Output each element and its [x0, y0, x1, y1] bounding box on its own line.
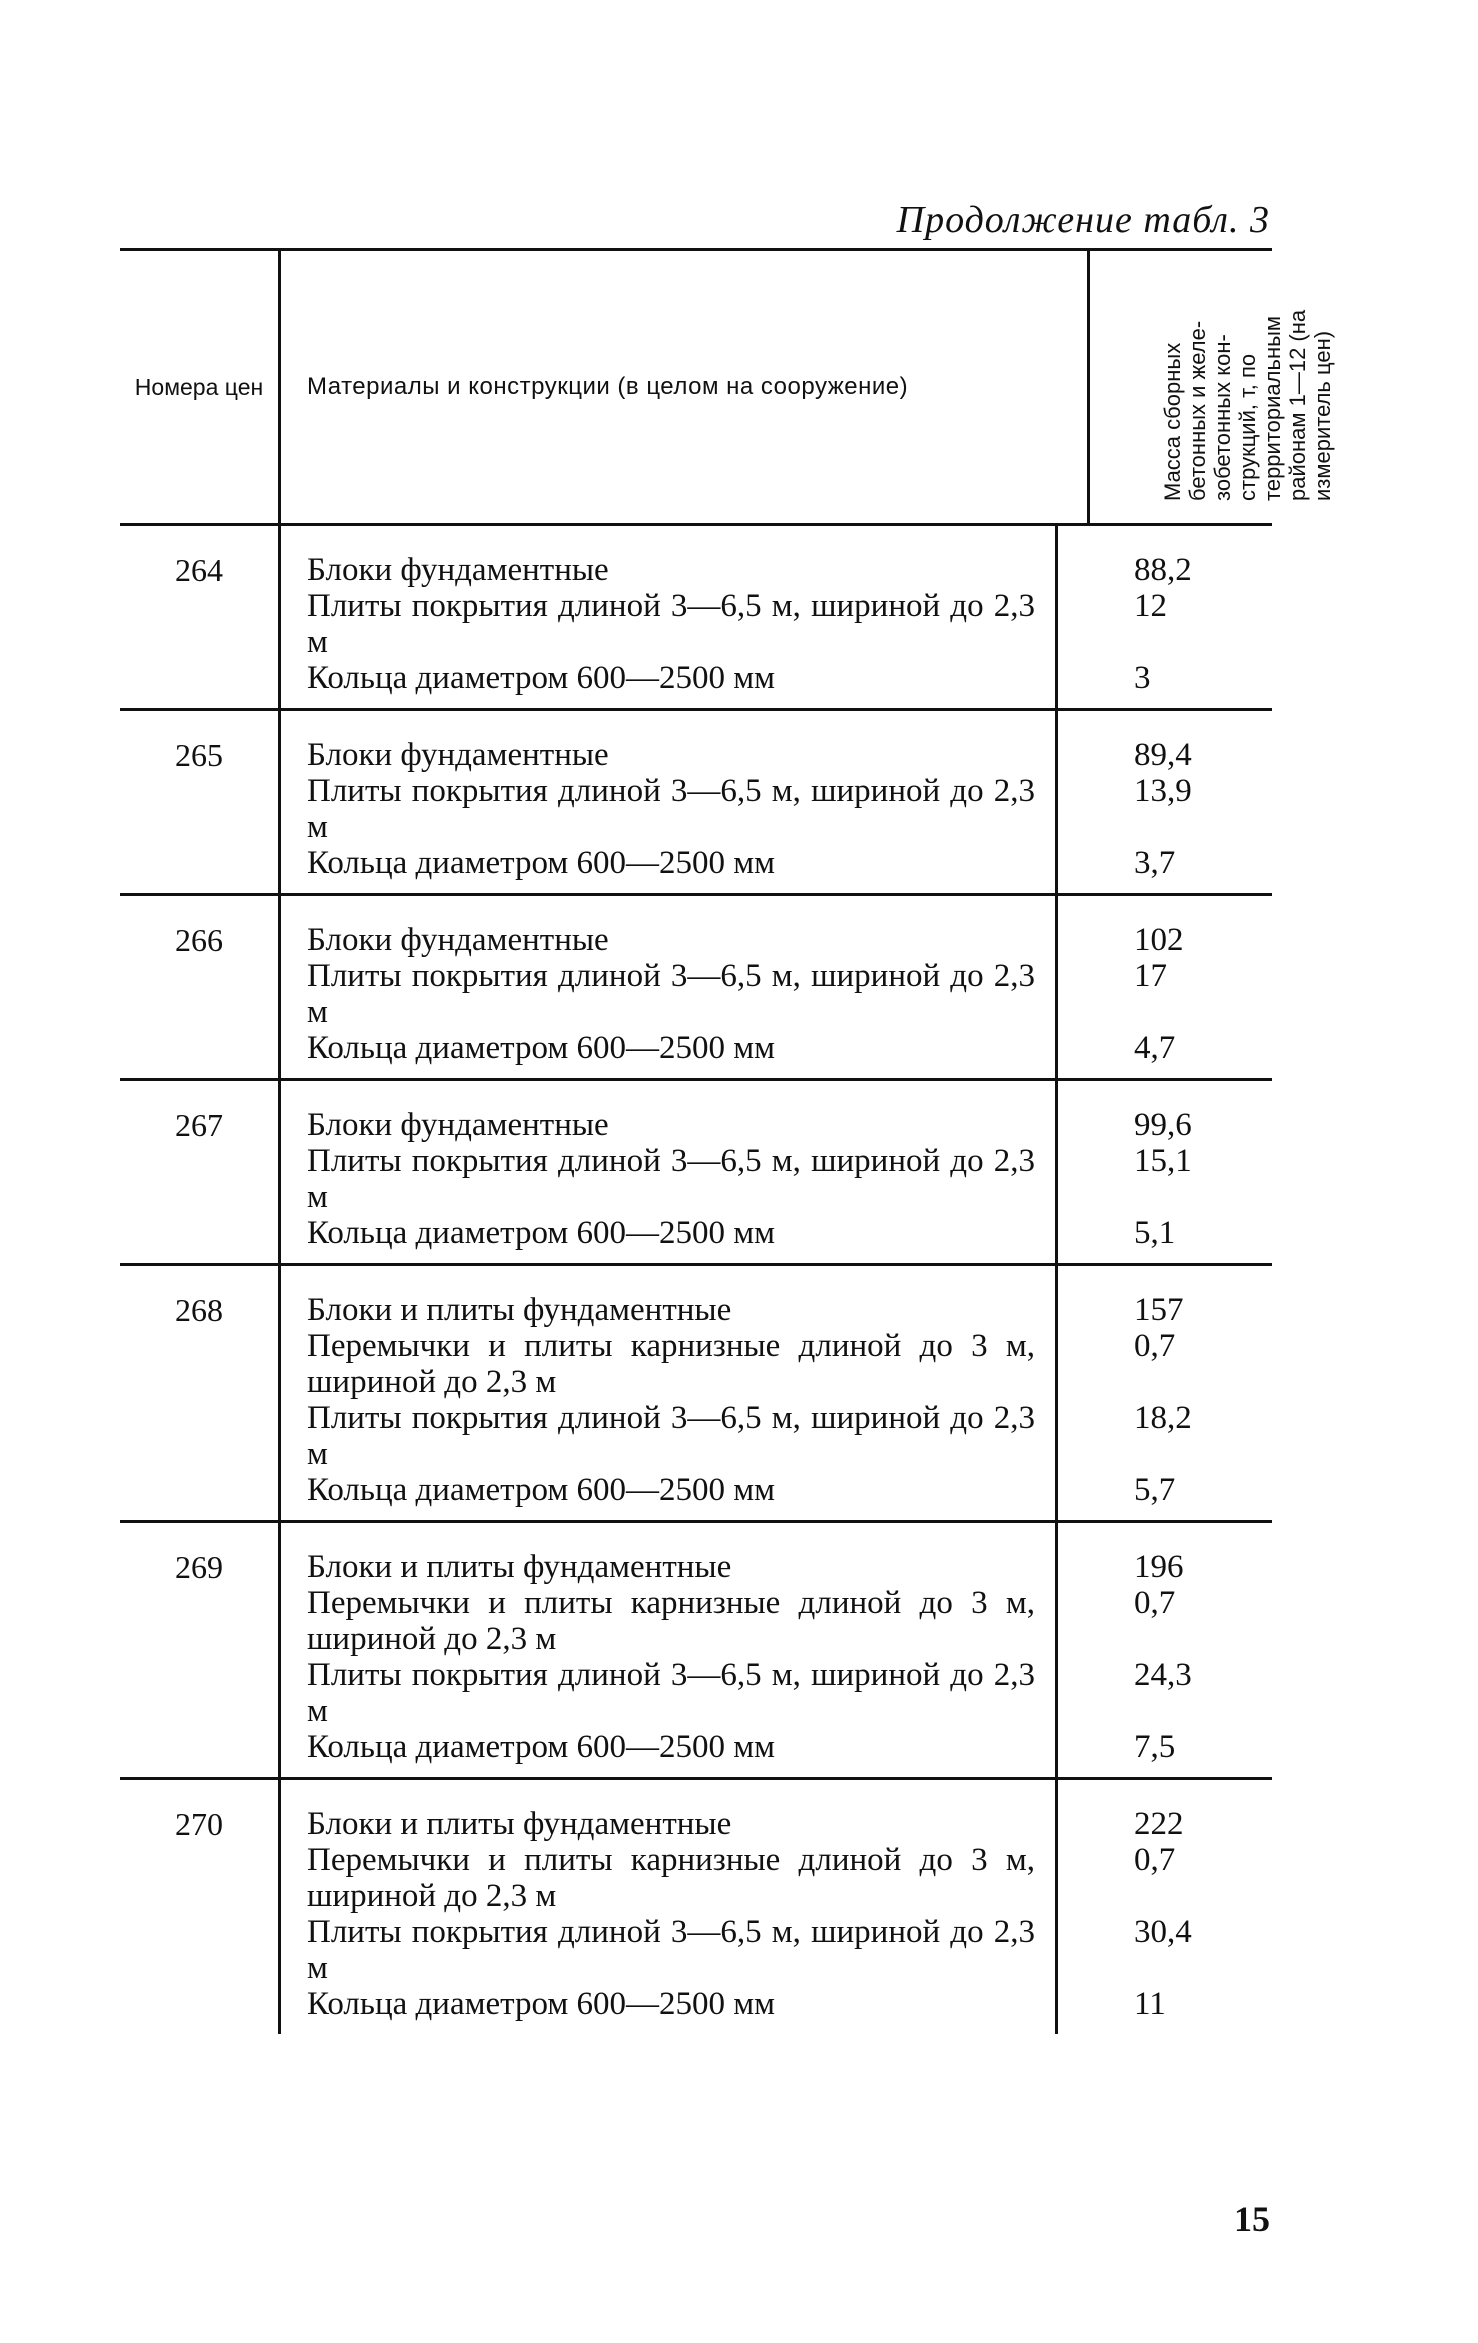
materials-cell — [278, 1081, 1058, 1263]
mass-cell — [1058, 1081, 1272, 1263]
mass-value: 13,9 — [1134, 773, 1192, 809]
price-number: 264 — [175, 552, 223, 588]
material-item: Плиты покрытия длиной 3—6,5 м, шириной до 2,3 м — [307, 1914, 1035, 1986]
material-item: Плиты покрытия длиной 3—6,5 м, шириной до 2,3 м — [307, 1143, 1035, 1215]
material-item: Кольца диаметром 600—2500 мм — [307, 1472, 775, 1508]
header-materials: Материалы и конструкции (в целом на сооружение) — [278, 251, 1090, 523]
mass-value: 7,5 — [1134, 1729, 1176, 1765]
material-item: Кольца диаметром 600—2500 мм — [307, 1215, 775, 1251]
material-item: Перемычки и плиты карнизные длиной до 3 м, шириной до 2,3 м — [307, 1328, 1035, 1400]
material-item: Плиты покрытия длиной 3—6,5 м, шириной до 2,3 м — [307, 773, 1035, 845]
material-item: Плиты покрытия длиной 3—6,5 м, шириной до 2,3 м — [307, 588, 1035, 660]
mass-value: 88,2 — [1134, 552, 1192, 588]
material-item: Перемычки и плиты карнизные длиной до 3 м, шириной до 2,3 м — [307, 1585, 1035, 1657]
material-item: Кольца диаметром 600—2500 мм — [307, 1030, 775, 1066]
table-continuation-caption: Продолжение табл. 3 — [896, 199, 1270, 241]
mass-value: 99,6 — [1134, 1107, 1192, 1143]
materials-cell — [278, 526, 1058, 708]
mass-value: 102 — [1134, 922, 1184, 958]
mass-value: 196 — [1134, 1549, 1184, 1585]
header-price-numbers: Номера цен — [134, 374, 264, 400]
material-item: Блоки фундаментные — [307, 922, 609, 958]
material-item: Блоки и плиты фундаментные — [307, 1292, 732, 1328]
material-item: Кольца диаметром 600—2500 мм — [307, 1986, 775, 2022]
page-number: 15 — [1234, 2199, 1270, 2239]
price-number: 265 — [175, 737, 223, 773]
table-row — [120, 1523, 1272, 1777]
mass-cell — [1058, 1266, 1272, 1520]
material-item: Блоки и плиты фундаментные — [307, 1806, 732, 1842]
mass-value: 157 — [1134, 1292, 1184, 1328]
header-mass-column — [1090, 251, 1335, 523]
mass-cell — [1058, 526, 1272, 708]
table-header — [120, 251, 1335, 523]
mass-value: 5,7 — [1134, 1472, 1176, 1508]
mass-value: 222 — [1134, 1806, 1184, 1842]
material-item: Блоки фундаментные — [307, 552, 609, 588]
header-mass: Масса сборных бетонных и желе-зобетонных кон-струкций, т, по территориальным районам 1—12 (на измеритель цен) — [1160, 309, 1335, 501]
mass-value: 89,4 — [1134, 737, 1192, 773]
material-item: Кольца диаметром 600—2500 мм — [307, 845, 775, 881]
table-row — [120, 1266, 1272, 1520]
price-number: 267 — [175, 1107, 223, 1143]
mass-value: 18,2 — [1134, 1400, 1192, 1436]
material-item: Кольца диаметром 600—2500 мм — [307, 660, 775, 696]
mass-value: 0,7 — [1134, 1842, 1176, 1878]
materials-cell — [278, 1780, 1058, 2034]
mass-value: 4,7 — [1134, 1030, 1176, 1066]
mass-value: 0,7 — [1134, 1328, 1176, 1364]
material-item: Кольца диаметром 600—2500 мм — [307, 1729, 775, 1765]
materials-cell — [278, 1523, 1058, 1777]
material-item: Блоки и плиты фундаментные — [307, 1549, 732, 1585]
table-row — [120, 1081, 1272, 1263]
mass-value: 24,3 — [1134, 1657, 1192, 1693]
mass-cell — [1058, 1780, 1272, 2034]
mass-value: 3 — [1134, 660, 1151, 696]
mass-value: 15,1 — [1134, 1143, 1192, 1179]
mass-value: 12 — [1134, 588, 1167, 624]
table-row — [120, 896, 1272, 1078]
mass-value: 3,7 — [1134, 845, 1176, 881]
table-row — [120, 526, 1272, 708]
material-item: Плиты покрытия длиной 3—6,5 м, шириной до 2,3 м — [307, 1657, 1035, 1729]
materials-cell — [278, 711, 1058, 893]
mass-value: 17 — [1134, 958, 1167, 994]
material-item: Перемычки и плиты карнизные длиной до 3 м, шириной до 2,3 м — [307, 1842, 1035, 1914]
materials-cell — [278, 1266, 1058, 1520]
price-number: 269 — [175, 1549, 223, 1585]
materials-cell — [278, 896, 1058, 1078]
material-item: Плиты покрытия длиной 3—6,5 м, шириной до 2,3 м — [307, 1400, 1035, 1472]
mass-cell — [1058, 1523, 1272, 1777]
price-number: 270 — [175, 1806, 223, 1842]
material-item: Блоки фундаментные — [307, 737, 609, 773]
mass-value: 5,1 — [1134, 1215, 1176, 1251]
mass-cell — [1058, 711, 1272, 893]
table-row — [120, 711, 1272, 893]
price-number: 266 — [175, 922, 223, 958]
price-table — [120, 248, 1335, 2034]
table-body — [120, 526, 1272, 2034]
mass-value: 30,4 — [1134, 1914, 1192, 1950]
material-item: Блоки фундаментные — [307, 1107, 609, 1143]
mass-value: 0,7 — [1134, 1585, 1176, 1621]
table-row — [120, 1780, 1272, 2034]
mass-value: 11 — [1134, 1986, 1166, 2022]
price-number: 268 — [175, 1292, 223, 1328]
mass-cell — [1058, 896, 1272, 1078]
material-item: Плиты покрытия длиной 3—6,5 м, шириной до 2,3 м — [307, 958, 1035, 1030]
